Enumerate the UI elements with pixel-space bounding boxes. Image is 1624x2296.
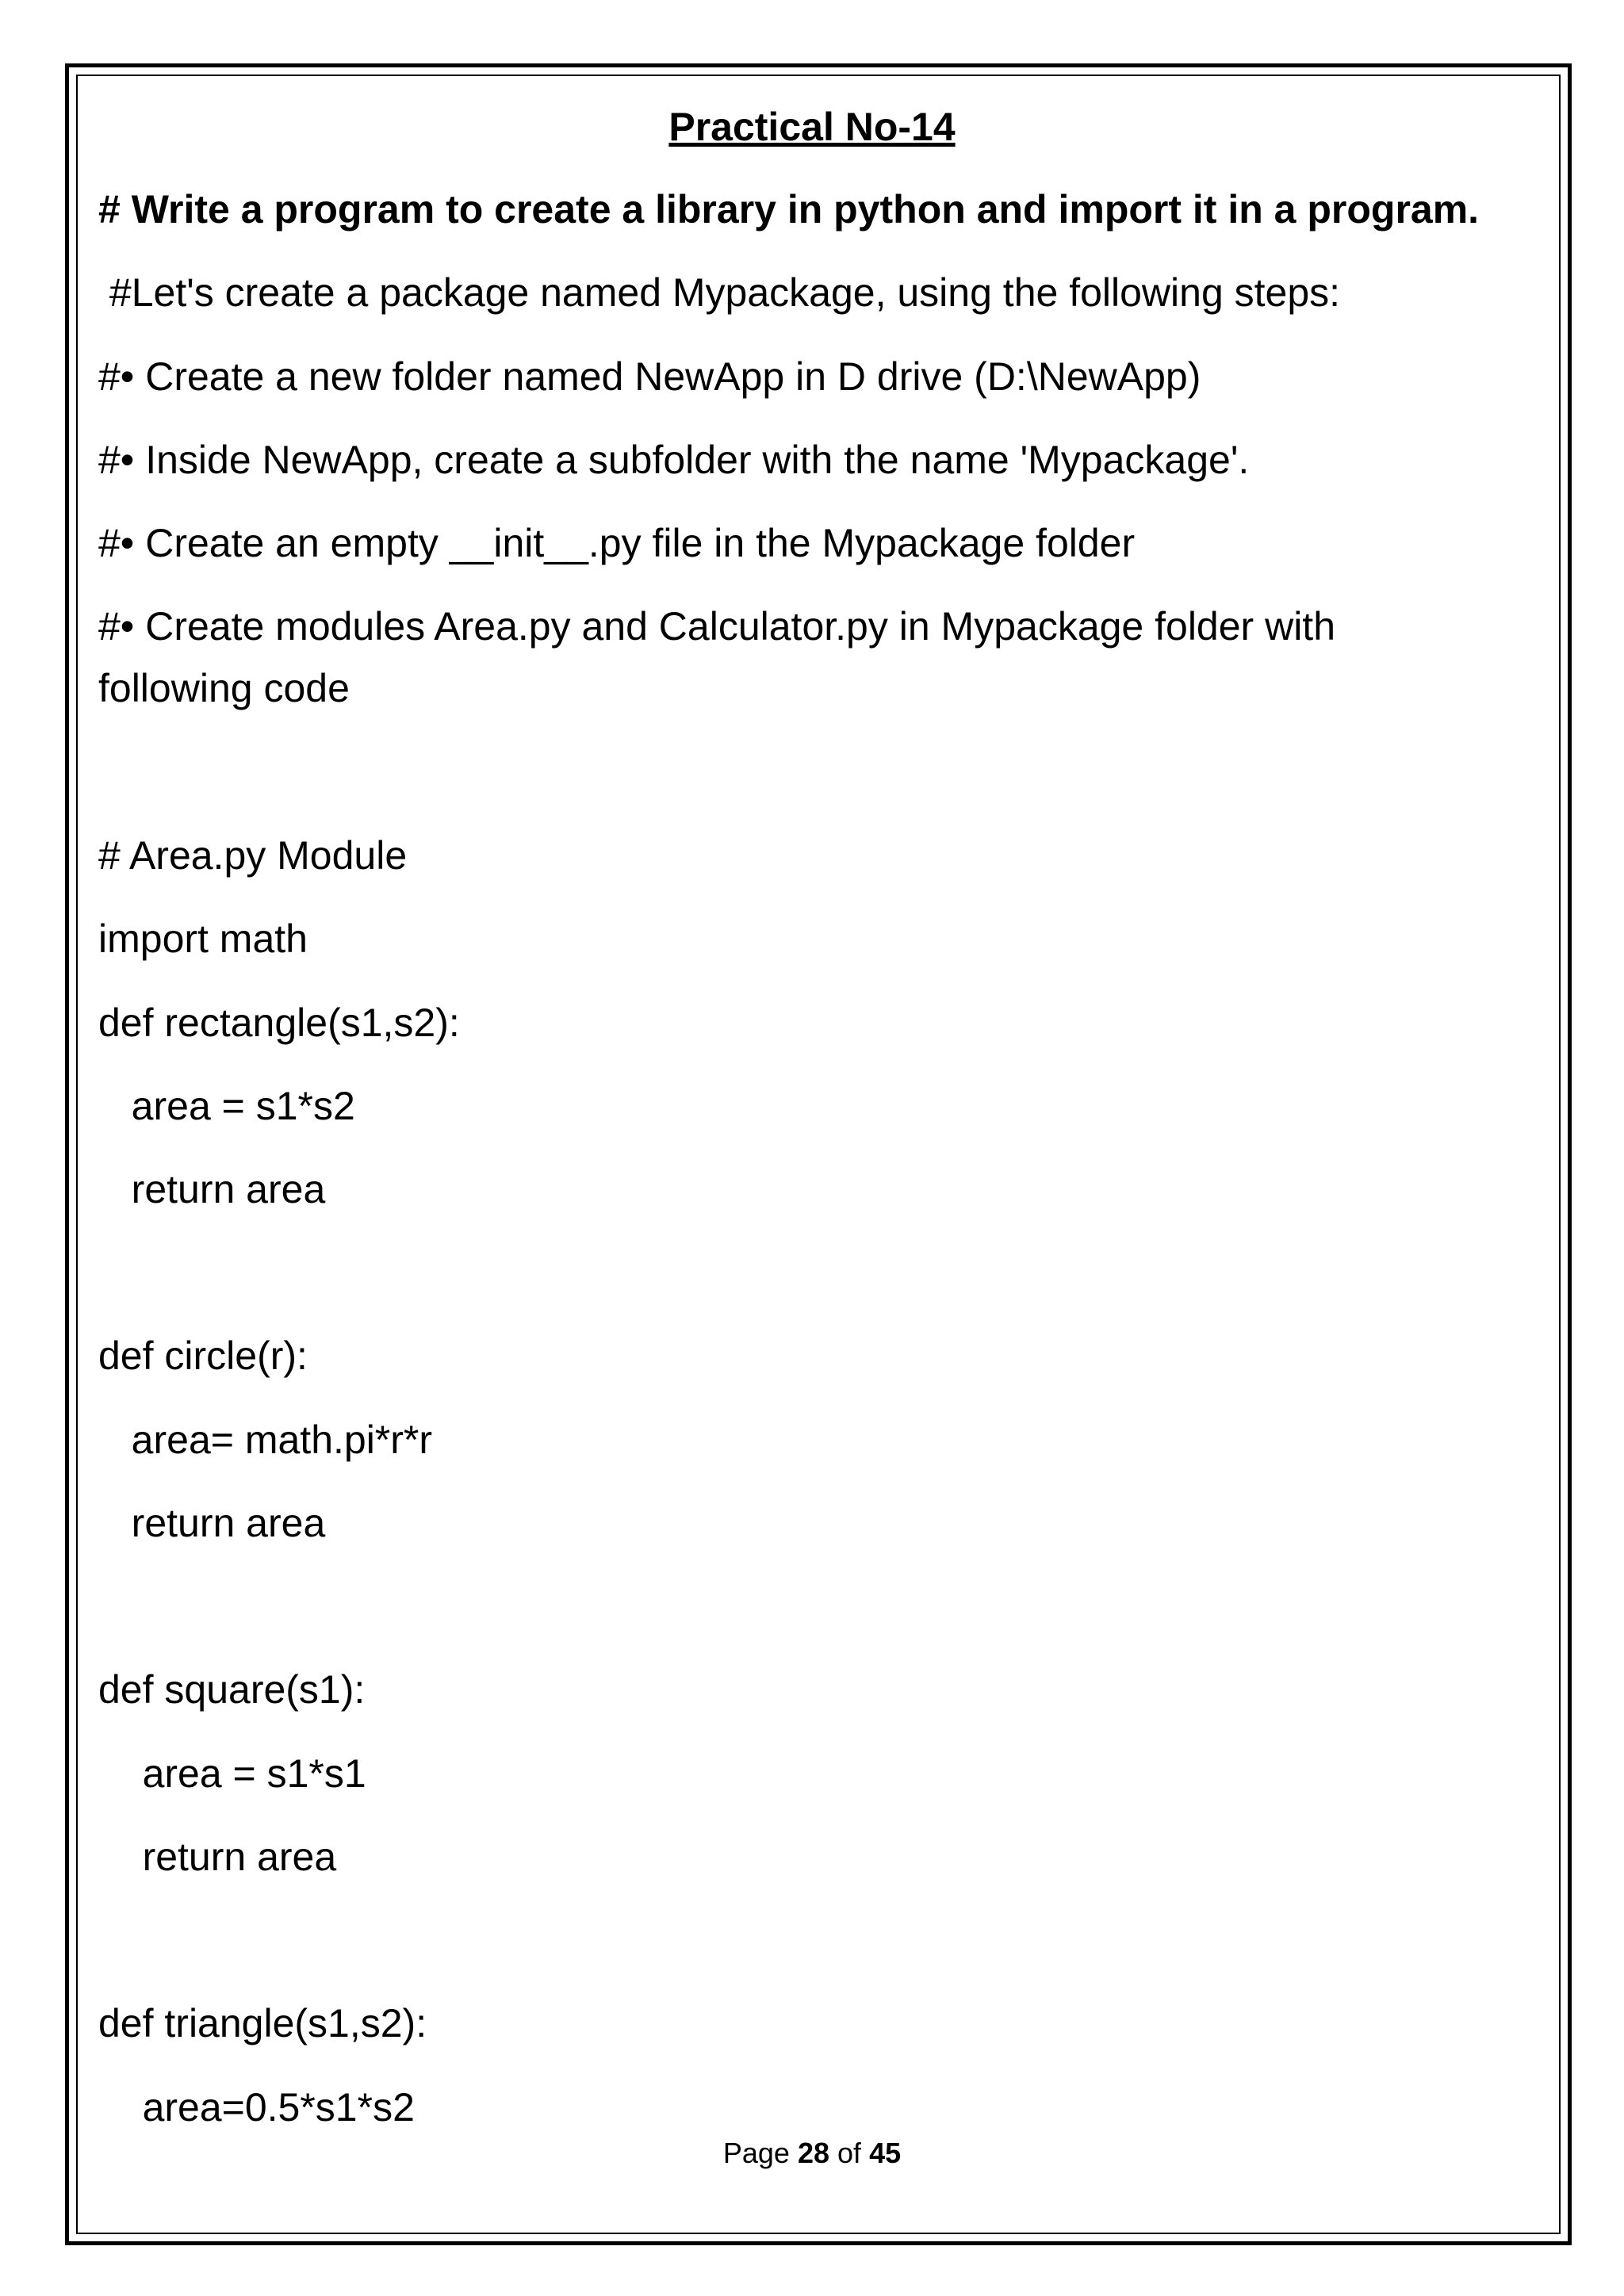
current-page-number: 28 [797,2137,830,2169]
code-line: area = s1*s1 [98,1751,366,1796]
intro-line: #• Create an empty __init__.py file in the Mypackage folder [98,521,1136,565]
page-label: Page [722,2137,790,2169]
intro-line: #• Inside NewApp, create a subfolder with the name 'Mypackage'. [98,438,1250,482]
intro-line: following code [98,666,350,710]
total-page-number: 45 [869,2137,902,2169]
code-line: def circle(r): [98,1334,308,1378]
intro-line: #• Create modules Area.py and Calculator.py in Mypackage folder with [98,604,1336,649]
code-line: def square(s1): [98,1667,366,1712]
code-line: def triangle(s1,s2): [98,2001,427,2045]
page-title: Practical No-14 [668,105,956,149]
code-line: area= math.pi*r*r [98,1418,433,1462]
code-line: def rectangle(s1,s2): [98,1001,460,1045]
code-line: import math [98,916,308,961]
page-number [0,2134,1624,2172]
code-line: area=0.5*s1*s2 [98,2085,415,2130]
intro-line: #Let's create a package named Mypackage, using the following steps: [98,270,1341,315]
intro-line: #• Create a new folder named NewApp in D drive (D:\NewApp) [98,354,1201,399]
code-line: return area [98,1167,326,1211]
code-line: return area [98,1835,337,1879]
task-heading: # Write a program to create a library in python and import it in a program. [98,187,1480,232]
code-line: area = s1*s2 [98,1084,355,1128]
code-line: return area [98,1501,326,1545]
code-line: # Area.py Module [98,833,408,878]
page-of-label: of [837,2137,862,2169]
